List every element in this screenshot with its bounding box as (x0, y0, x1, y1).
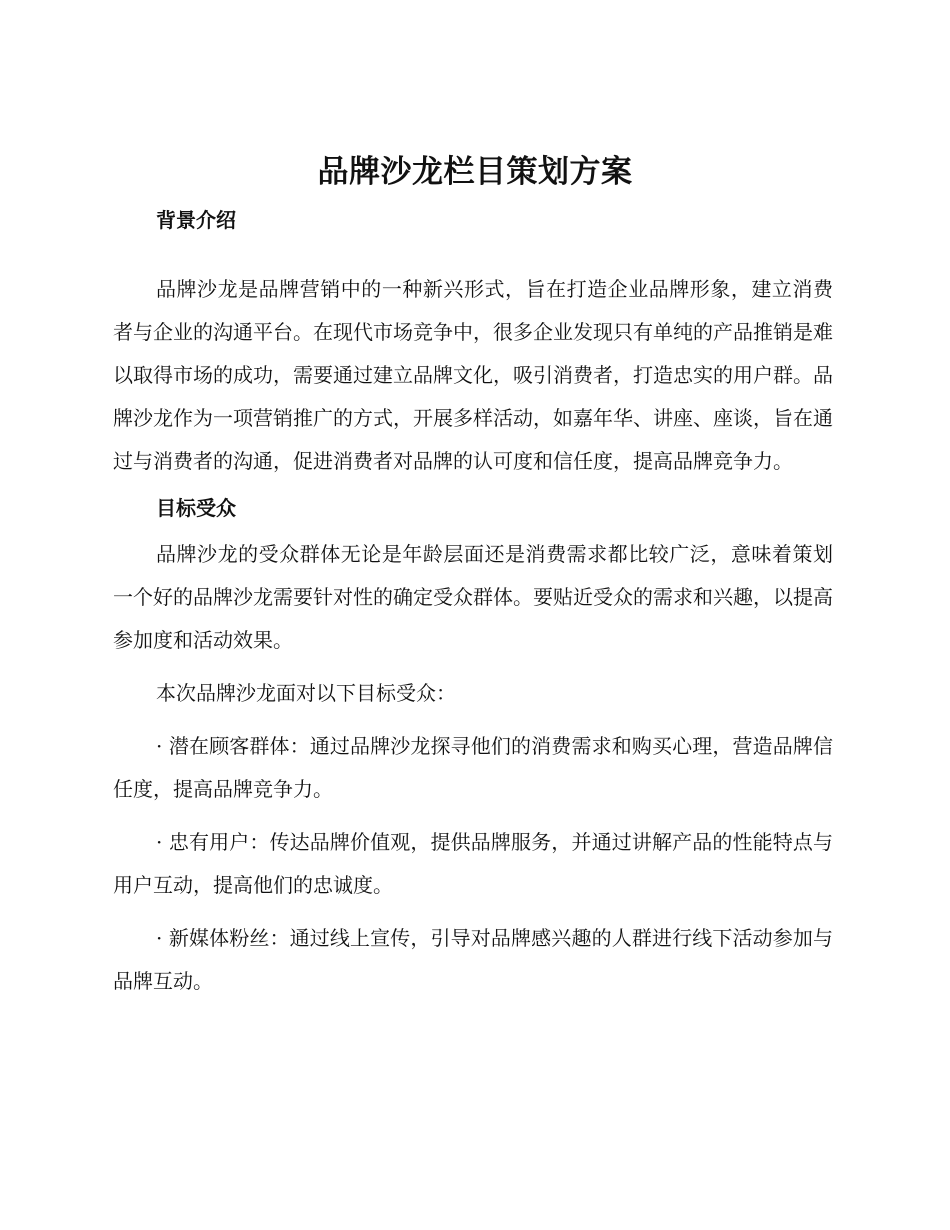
list-item-new-media-fans: · 新媒体粉丝：通过线上宣传，引导对品牌感兴趣的人群进行线下活动参加与品牌互动。 (113, 926, 833, 993)
document-body (113, 205, 833, 1003)
section-heading-background: 背景介绍 (156, 208, 236, 232)
list-item-potential-customers: · 潜在顾客群体：通过品牌沙龙探寻他们的消费需求和购买心理，营造品牌信任度，提高品牌竞争力。 (113, 734, 833, 801)
paragraph-background: 品牌沙龙是品牌营销中的一种新兴形式，旨在打造企业品牌形象，建立消费者与企业的沟通平台。在现代市场竞争中，很多企业发现只有单纯的产品推销是难以取得市场的成功，需要通过建立品牌文化，吸引消费者，打造忠实的用户群。品牌沙龙作为一项营销推广的方式，开展多样活动，如嘉年华、讲座、座谈，旨在通过与消费者的沟通，促进消费者对品牌的认可度和信任度，提高品牌竞争力。 (113, 277, 833, 473)
paragraph-audience-intro: 品牌沙龙的受众群体无论是年龄层面还是消费需求都比较广泛，意味着策划一个好的品牌沙龙需要针对性的确定受众群体。要贴近受众的需求和兴趣，以提高参加度和活动效果。 (113, 542, 833, 652)
list-item-loyal-users: · 忠有用户：传达品牌价值观，提供品牌服务，并通过讲解产品的性能特点与用户互动，提高他们的忠诚度。 (113, 830, 833, 897)
section-heading-audience: 目标受众 (156, 496, 236, 520)
document-title: 品牌沙龙栏目策划方案 (317, 154, 633, 190)
paragraph-audience-lead: 本次品牌沙龙面对以下目标受众： (156, 681, 456, 705)
